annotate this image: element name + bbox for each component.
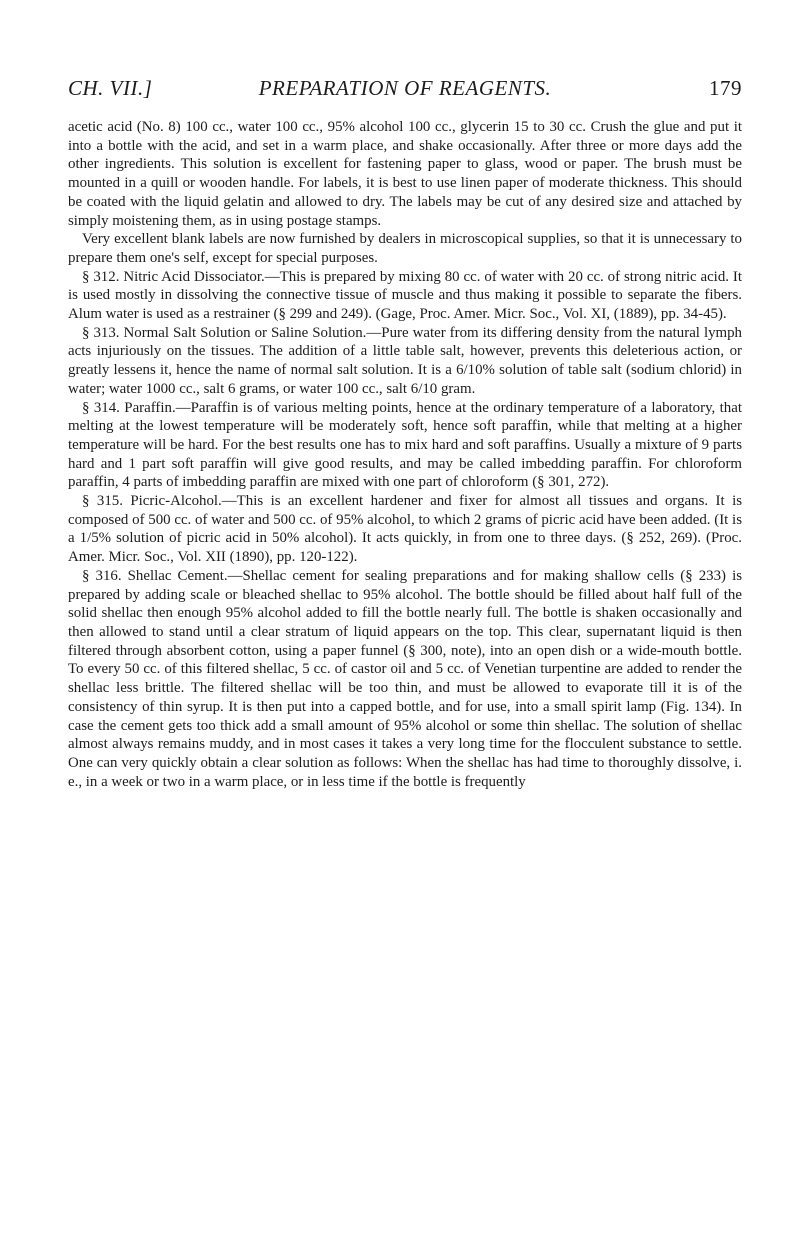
paragraph-labels: Very excellent blank labels are now furnished by dealers in microscopical supplies, so that it is unnecessary to prepare them one's self, except for special purposes.	[68, 231, 742, 266]
page-number: 179	[709, 76, 742, 100]
chapter-label: CH. VII.]	[68, 76, 153, 100]
paragraph-313-normal-salt: § 313. Normal Salt Solution or Saline Solution.—Pure water from its differing density from the natural lymph acts injuriously on the tissues. The addition of a little table salt, however, prevents this deleterious action, or greatly lessens it, hence the name of normal salt solution. It is a 6/10% solution of table salt (sodium chlorid) in water; water 1000 cc., salt 6 grams, or water 100 cc., salt 6/10 gram.	[68, 324, 742, 397]
paragraph-314-paraffin: § 314. Paraffin.—Paraffin is of various melting points, hence at the ordinary temperature of a laboratory, that melting at the lowest temperature will be moderately soft, hence soft paraffin, while that melting at a higher temperature will be hard. For the best results one has to mix hard and soft paraffins. Usually a mixture of 9 parts hard and 1 part soft paraffin will give good results, and may be called imbedding paraffin. For chloroform paraffin, 4 parts of imbedding paraffin are mixed with one part of chloroform (§ 301, 272).	[68, 399, 742, 491]
paragraph-312-nitric-acid: § 312. Nitric Acid Dissociator.—This is prepared by mixing 80 cc. of water with 20 cc. of strong nitric acid. It is used mostly in dissolving the connective tissue of muscle and thus making it possible to separate the fibers. Alum water is used as a restrainer (§ 299 and 249). (Gage, Proc. Amer. Micr. Soc., Vol. XI, (1889), pp. 34-45).	[68, 268, 742, 323]
page-title: PREPARATION OF REAGENTS.	[258, 76, 552, 100]
paragraph-316-shellac-cement: § 316. Shellac Cement.—Shellac cement for sealing preparations and for making shallow cells (§ 233) is prepared by adding scale or bleached shellac to 95% alcohol. The bottle should be filled about half full of the solid shellac then enough 95% alcohol added to fill the bottle nearly full. The bottle is shaken occasionally and then allowed to stand until a clear stratum of liquid appears on the top. This clear, supernatant liquid is then filtered through absorbent cotton, using a paper funnel (§ 300, note), into an open dish or a wide-mouth bottle. To every 50 cc. of this filtered shellac, 5 cc. of castor oil and 5 cc. of Venetian turpentine are added to render the shellac less brittle. The filtered shellac will be too thin, and must be allowed to evaporate till it is of the consistency of thin syrup. It is then put into a capped bottle, and for use, into a small spirit lamp (Fig. 134). In case the cement gets too thick add a small amount of 95% alcohol or some thin shellac. The solution of shellac almost always remains muddy, and in most cases it takes a very long time for the flocculent substance to settle. One can very quickly obtain a clear solution as follows: When the shellac has had time to thoroughly dissolve, i. e., in a week or two in a warm place, or in less time if the bottle is frequently	[68, 567, 742, 790]
paragraph-315-picric-alcohol: § 315. Picric-Alcohol.—This is an excellent hardener and fixer for almost all tissues and organs. It is composed of 500 cc. of water and 500 cc. of 95% alcohol, to which 2 grams of picric acid have been added. (It is a 1/5% solution of picric acid in 50% alcohol). It acts quickly, in from one to three days. (§ 252, 269). (Proc. Amer. Micr. Soc., Vol. XII (1890), pp. 120-122).	[68, 493, 742, 566]
paragraph-glue-continuation: acetic acid (No. 8) 100 cc., water 100 cc., 95% alcohol 100 cc., glycerin 15 to 30 cc. Crush the glue and put it into a bottle with the acid, and set in a warm place, and shake occasionally. After three or more days add the other ingredients. This solution is excellent for fastening paper to glass, wood or paper. The brush must be mounted in a quill or wooden handle. For labels, it is best to use linen paper of moderate thickness. This should be coated with the liquid gelatin and allowed to dry. The labels may be cut of any desired size and attached by simply moistening them, as in using postage stamps.	[68, 119, 742, 229]
body-text	[68, 118, 742, 791]
running-header	[68, 76, 742, 101]
